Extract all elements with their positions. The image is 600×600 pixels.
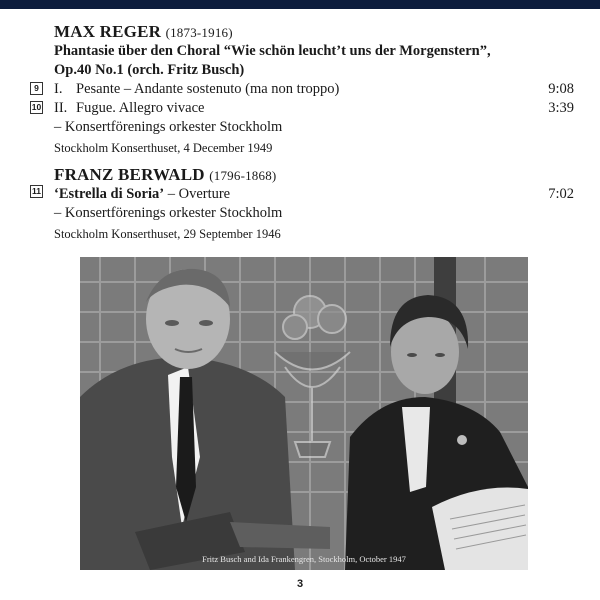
page-number: 3 xyxy=(296,578,304,590)
berwald-section xyxy=(54,165,574,243)
photo-caption: Fritz Busch and Ida Frankengren, Stockholm, October 1947 xyxy=(202,554,406,564)
composer-name: MAX REGER xyxy=(54,22,162,41)
track-number-box: 11 xyxy=(32,186,41,196)
movement-number: I. xyxy=(54,81,63,97)
composer-heading xyxy=(54,165,574,185)
composer-name: FRANZ BERWALD xyxy=(54,165,205,184)
composer-heading xyxy=(54,22,574,42)
track-number-box: 10 xyxy=(31,102,42,112)
work-title-line-1: Phantasie über den Choral “Wie schön leucht’t uns der Morgenstern”, xyxy=(54,43,491,59)
top-color-band xyxy=(0,0,600,9)
composer-dates: (1796-1868) xyxy=(209,168,277,183)
photo-illustration xyxy=(80,257,528,570)
work-title: ‘Estrella di Soria’ xyxy=(54,186,165,202)
track-duration: 7:02 xyxy=(548,186,574,202)
composer-dates: (1873-1916) xyxy=(165,25,233,40)
track-duration: 3:39 xyxy=(548,100,574,116)
track-row xyxy=(54,185,574,204)
movement-number: II. xyxy=(54,100,68,116)
movement-title: Pesante – Andante sostenuto (ma non troppo) xyxy=(76,81,340,97)
track-duration: 9:08 xyxy=(548,81,574,97)
work-title-line-2: Op.40 No.1 (orch. Fritz Busch) xyxy=(54,62,245,78)
work-subtitle: – Overture xyxy=(164,186,231,202)
movement-title: Fugue. Allegro vivace xyxy=(76,100,205,116)
performers: – Konsertförenings orkester Stockholm xyxy=(54,119,283,135)
archival-photo xyxy=(80,257,528,570)
reger-section xyxy=(54,22,574,157)
performers: – Konsertförenings orkester Stockholm xyxy=(54,205,283,221)
track-row xyxy=(54,80,574,99)
recording-venue: Stockholm Konserthuset, 4 December 1949 xyxy=(54,141,273,155)
recording-venue: Stockholm Konserthuset, 29 September 1946 xyxy=(54,227,281,241)
track-number-box: 9 xyxy=(30,82,43,95)
track-row xyxy=(54,99,574,118)
